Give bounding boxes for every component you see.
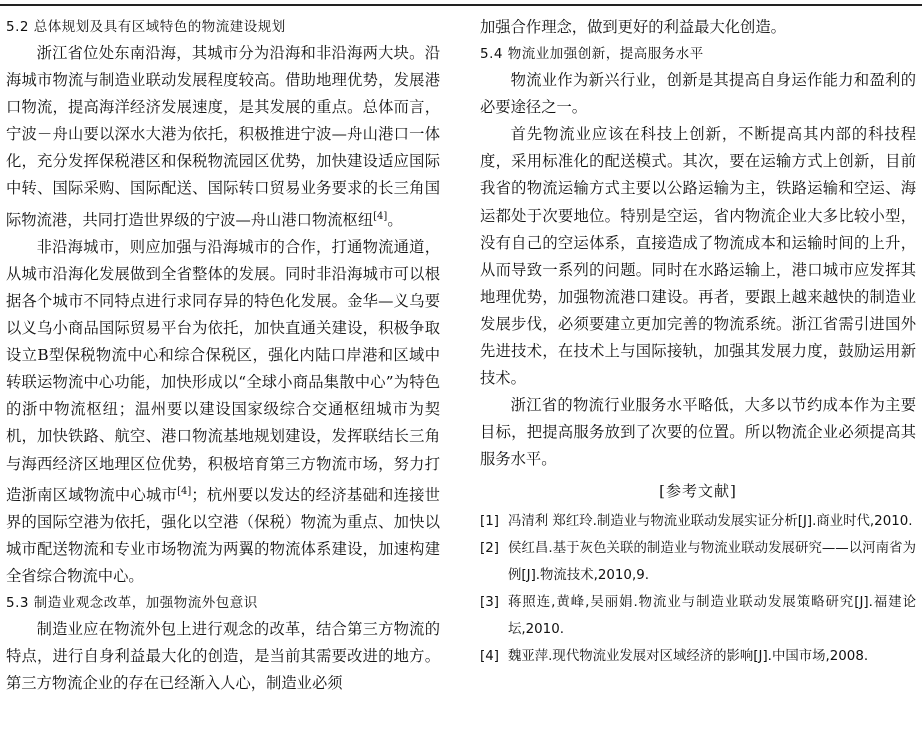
section-5-2-paragraph-1	[6, 40, 440, 234]
section-5-2-paragraph-1-text: 浙江省位处东南沿海，其城市分为沿海和非沿海两大块。沿海城市物流与制造业联动发展程度较高。借助地理优势，发展港口物流，提高海洋经济发展速度，是其发展的重点。总体而言，宁波－舟山要以深水大港为依托，积极推进宁波—舟山港口一体化，充分发挥保税港区和保税物流园区优势，加快建设适应国际中转、国际采购、国际配送、国际转口贸易业务要求的长三角国际物流港，共同打造世界级的宁波—舟山港口物流枢纽	[6, 44, 440, 229]
references-list	[480, 508, 916, 670]
reference-number: [4]	[480, 648, 499, 664]
reference-text: 冯清利 郑红玲.制造业与物流业联动发展实证分析[J].商业时代,2010.	[508, 513, 913, 529]
reference-item	[480, 589, 916, 643]
reference-number: [2]	[480, 540, 499, 556]
reference-item	[480, 535, 916, 589]
reference-item	[480, 643, 916, 670]
section-5-4-paragraph-2: 首先物流业应该在科技上创新，不断提高其内部的科技程度，采用标准化的配送模式。其次，要在运输方式上创新，目前我省的物流运输方式主要以公路运输为主，铁路运输和空运、海运都处于次要地位。特别是空运，省内物流企业大多比较小型，没有自己的空运体系，直接造成了物流成本和运输时间的上升，从而导致一系列的问题。同时在水路运输上，港口城市应发挥其地理优势，加强物流港口建设。再者，要跟上越来越快的制造业发展步伐，必须要建立更加完善的物流系统。浙江省需引进国外先进技术，在技术上与国际接轨，加强其发展力度，鼓励运用新技术。	[480, 125, 916, 388]
reference-item	[480, 508, 916, 535]
section-5-2-paragraph-2-text: 非沿海城市，则应加强与沿海城市的合作，打通物流通道，从城市沿海化发展做到全省整体的发展。同时非沿海城市可以根据各个城市不同特点进行求同存异的特色化发展。金华—义乌要以义乌小商品国际贸易平台为依托，加快直通关建设，积极争取设立B型保税物流中心和综合保税区，强化内陆口岸港和区域中转联运物流中心功能，加快形成以“全球小商品集散中心”为特色的浙中物流枢纽；温州要以建设国家级综合交通枢纽城市为契机，加快铁路、航空、港口物流基地规划建设，发挥联结长三角与海西经济区地理区位优势，积极培育第三方物流市场，努力打造浙南区域物流中心城市	[6, 237, 440, 504]
section-5-4-paragraph-1: 物流业作为新兴行业，创新是其提高自身运作能力和盈利的必要途径之一。	[480, 71, 916, 117]
citation-4: [4]	[177, 485, 192, 497]
section-5-2-heading: 5.2 总体规划及具有区域特色的物流建设规划	[6, 19, 286, 35]
top-rule	[0, 4, 922, 6]
section-5-3-continuation: 加强合作理念，做到更好的利益最大化创造。	[480, 18, 786, 36]
section-5-2-paragraph-1-end: 。	[387, 210, 403, 229]
reference-text: 侯红昌.基于灰色关联的制造业与物流业联动发展研究——以河南省为例[J].物流技术,2010,9.	[508, 540, 916, 583]
reference-text: 蒋照连,黄峰,吴丽娟.物流业与制造业联动发展策略研究[J].福建论坛,2010.	[508, 594, 916, 637]
right-column	[480, 14, 916, 670]
section-5-4-paragraph-3: 浙江省的物流行业服务水平略低，大多以节约成本作为主要目标，把提高服务放到了次要的位置。所以物流企业必须提高其服务水平。	[480, 396, 916, 469]
section-5-3-paragraph-1: 制造业应在物流外包上进行观念的改革，结合第三方物流的特点，进行自身利益最大化的创造，是当前其需要改进的地方。第三方物流企业的存在已经渐入人心，制造业必须	[6, 620, 440, 693]
reference-number: [1]	[480, 513, 499, 529]
section-5-4-heading: 5.4 物流业加强创新，提高服务水平	[480, 46, 704, 63]
section-5-3-heading: 5.3 制造业观念改革，加强物流外包意识	[6, 595, 258, 612]
reference-text: 魏亚萍.现代物流业发展对区域经济的影响[J].中国市场,2008.	[508, 648, 869, 664]
left-column	[6, 14, 440, 697]
section-5-2-paragraph-2-end: ；杭州要以发达的经济基础和连接世界的国际空港为依托，强化以空港（保税）物流为重点、加快以城市配送物流和专业市场物流为两翼的物流体系建设，加速构建全省综合物流中心。	[6, 485, 440, 585]
section-5-2-paragraph-2	[6, 234, 440, 590]
citation-4: [4]	[373, 210, 388, 222]
references-title: [参考文献]	[659, 481, 737, 500]
reference-number: [3]	[480, 594, 499, 610]
